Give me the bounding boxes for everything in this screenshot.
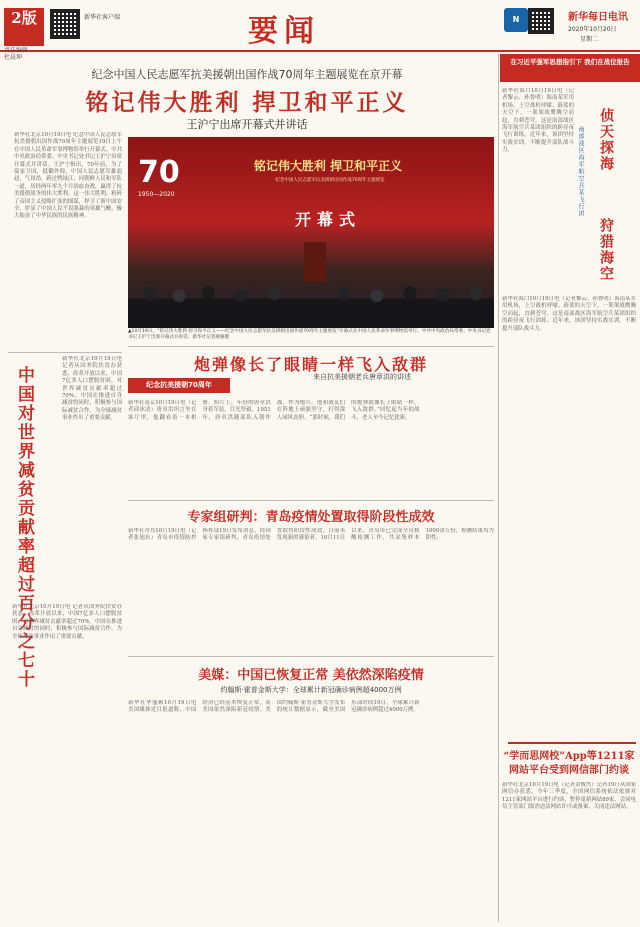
divider: [128, 500, 494, 501]
qr-code-icon[interactable]: [528, 8, 554, 34]
divider: [128, 656, 494, 657]
right-vertical-unit: 南部战区海军航空兵某飞行团: [577, 126, 584, 217]
qr-label: 新华社客户端: [84, 14, 121, 21]
stage-subtitle: 纪念中国人民志愿军抗美援朝出国作战70周年主题展览: [275, 178, 385, 183]
fourth-body: 新华社华盛顿10月19日电 美国媒体近日报道称，中国经济已经基本恢复正常，而美国依然深陷新冠疫情。美国约翰斯·霍普金斯大学发布的统计数据显示，截至美国东部时间19日，全球累计新冠确诊病例超过4000万例。: [128, 700, 420, 714]
qr-code-icon[interactable]: [50, 9, 80, 39]
editor-line: 责任编辑: [4, 47, 29, 54]
lead-photo[interactable]: [128, 137, 494, 328]
stage-years: 1950—2020: [138, 191, 175, 198]
fourth-deck: 约翰斯·霍普金斯大学：全球累计新冠确诊病例超4000万例: [220, 686, 402, 694]
third-body: 新华社青岛10月19日电（记者张旭东）青岛市疫情防控指挥部19日发布消息，经国家专家组研判，青岛疫情处置取得阶段性成效，目前未发现新的感染者。10月11日以来，青岛市已完成全员核酸检测工作，共采集样本1000余万份，检测结果均为阴性。: [128, 528, 494, 542]
left-headline[interactable]: 中国对世界减贫贡献率超过百分之七十: [14, 366, 34, 689]
divider: [8, 352, 122, 353]
second-body: 新华社南京10月19日电（记者邱冰清）唐章洪坦言坐在客厅里，他翻看着一本相册。照片上，年轻的唐章洪身着军装，目光坚毅。1951年，唐章洪随部队入朝作战。作为炮兵，他和战友们在阵地上顽强坚守，打得敌人闻风丧胆。“那时候，我们的炮弹就像长了眼睛一样，飞入敌群。”回忆起当年的战斗，老人至今记忆犹新。: [128, 400, 420, 421]
edition-box: [4, 8, 44, 46]
page-number: 2版: [11, 9, 37, 27]
stage-slogan: 铭记伟大胜利 捍卫和平正义: [253, 159, 403, 173]
right-banner: 在习近平强军思想指引下 我们在战位报告: [500, 54, 640, 82]
box-headline[interactable]: “学而思网校”App等1211家网站平台受到网信部门约谈: [503, 751, 635, 776]
photo-caption: ▲10月19日，“铭记伟大胜利 捍卫和平正义——纪念中国人民志愿军抗美援朝出国作战70周年主题展览”开幕式在中国人民革命军事博物馆举行。中共中央政治局常委、中央书记处书记王沪宁出席开幕式并讲话。新华社记者燕雁摄: [128, 329, 491, 340]
anniversary-tag: 纪念抗美援朝70周年: [128, 378, 230, 393]
third-headline[interactable]: 专家组研判：青岛疫情处置取得阶段性成效: [187, 510, 435, 525]
divider: [508, 742, 636, 744]
editor-line: 杜晨坤: [4, 54, 23, 61]
paper-weekday: 星期二: [580, 36, 599, 43]
box-body: 新华社北京10月19日电（记者余俊杰）记者19日从国家网信办获悉，今年三季度，全国网信系统依法依规对1211家网站平台进行约谈，暂停更新网站89家，会同电信主管部门取消违法网站许可或备案、关闭违法网站。: [502, 782, 636, 811]
right-headline-1[interactable]: 侦天探海: [598, 108, 614, 172]
paper-date: 2020年10月20日: [568, 26, 617, 33]
paper-logo: N: [504, 8, 528, 32]
right-body-continued: 新华社海口10月19日电（记者黎云、孙鲁明）海南某军用机场，上空战机呼啸。蔚蓝的天空下，一架架战鹰腾空而起，直刺苍穹。这是南部战区海军航空兵某团组织的跨昼夜飞行训练。近年来，该团坚持实战实训，不断提升部队战斗力。: [502, 296, 636, 332]
paper-name: 新华每日电讯: [568, 12, 628, 23]
left-body-continued: 新华社北京10月19日电 记者从国务院扶贫办获悉，改革开放以来，中国7亿多人口摆脱贫困，对世界减贫贡献率超过70%。中国在推进自身减贫的同时，积极参与国际减贫合作，为全球减贫事业作出了重要贡献。: [12, 604, 122, 640]
audience: [128, 279, 494, 328]
stage-number: 70: [138, 155, 180, 190]
section-title: 要闻: [248, 14, 320, 49]
stage-main-title: 开幕式: [294, 210, 361, 229]
second-headline[interactable]: 炮弹像长了眼睛一样飞入敌群: [193, 355, 428, 374]
left-body: 新华社北京10月19日电 记者从国务院扶贫办获悉，改革开放以来，中国7亿多人口摆脱贫困，对世界减贫贡献率超过70%。中国在推进自身减贫的同时，积极参与国际减贫合作，为全球减贫事业作出了重要贡献。: [62, 356, 122, 422]
right-body: 新华社海口10月19日电（记者黎云、孙鲁明）海南某军用机场，上空战机呼啸。蔚蓝的天空下，一架架战鹰腾空而起，直刺苍穹。这是南部战区海军航空兵某团组织的跨昼夜飞行训练。近年来，该团坚持实战实训，不断提升部队战斗力。: [502, 88, 574, 154]
lead-subheadline: 王沪宁出席开幕式并讲话: [186, 118, 308, 131]
lead-body: 新华社北京10月19日电 纪念中国人民志愿军抗美援朝出国作战70周年主题展览19日上午在中国人民革命军事博物馆举行开幕式。中共中央政治局常委、中央书记处书记王沪宁出席开幕式并讲话。王沪宁指出，70年前，为了保家卫国，抵御外侮，中国人民志愿军雄赳赳、气昂昂，跨过鸭绿江，同朝鲜人民和军队一道，历经两年零九个月浴血奋战，赢得了抗美援朝战争的伟大胜利。这一伟大胜利，粉碎了帝国主义侵略扩张的图谋，捍卫了新中国安全，彰显了中国人民不畏强暴的英雄气概，极大振奋了中华民族的民族精神。: [14, 132, 122, 220]
divider: [128, 346, 494, 347]
right-headline-2[interactable]: 狩猎海空: [598, 218, 614, 282]
editor-credit: [4, 47, 48, 61]
lead-headline[interactable]: 铭记伟大胜利 捍卫和平正义: [85, 89, 409, 116]
masthead: [0, 0, 640, 61]
lectern: [304, 242, 326, 282]
fourth-headline[interactable]: 美媒：中国已恢复正常 美依然深陷疫情: [198, 668, 424, 683]
column-divider: [498, 54, 499, 922]
lead-kicker: 纪念中国人民志愿军抗美援朝出国作战70周年主题展览在京开幕: [91, 68, 403, 81]
second-deck: 来自抗美援朝老兵唐章洪的讲述: [313, 373, 411, 381]
